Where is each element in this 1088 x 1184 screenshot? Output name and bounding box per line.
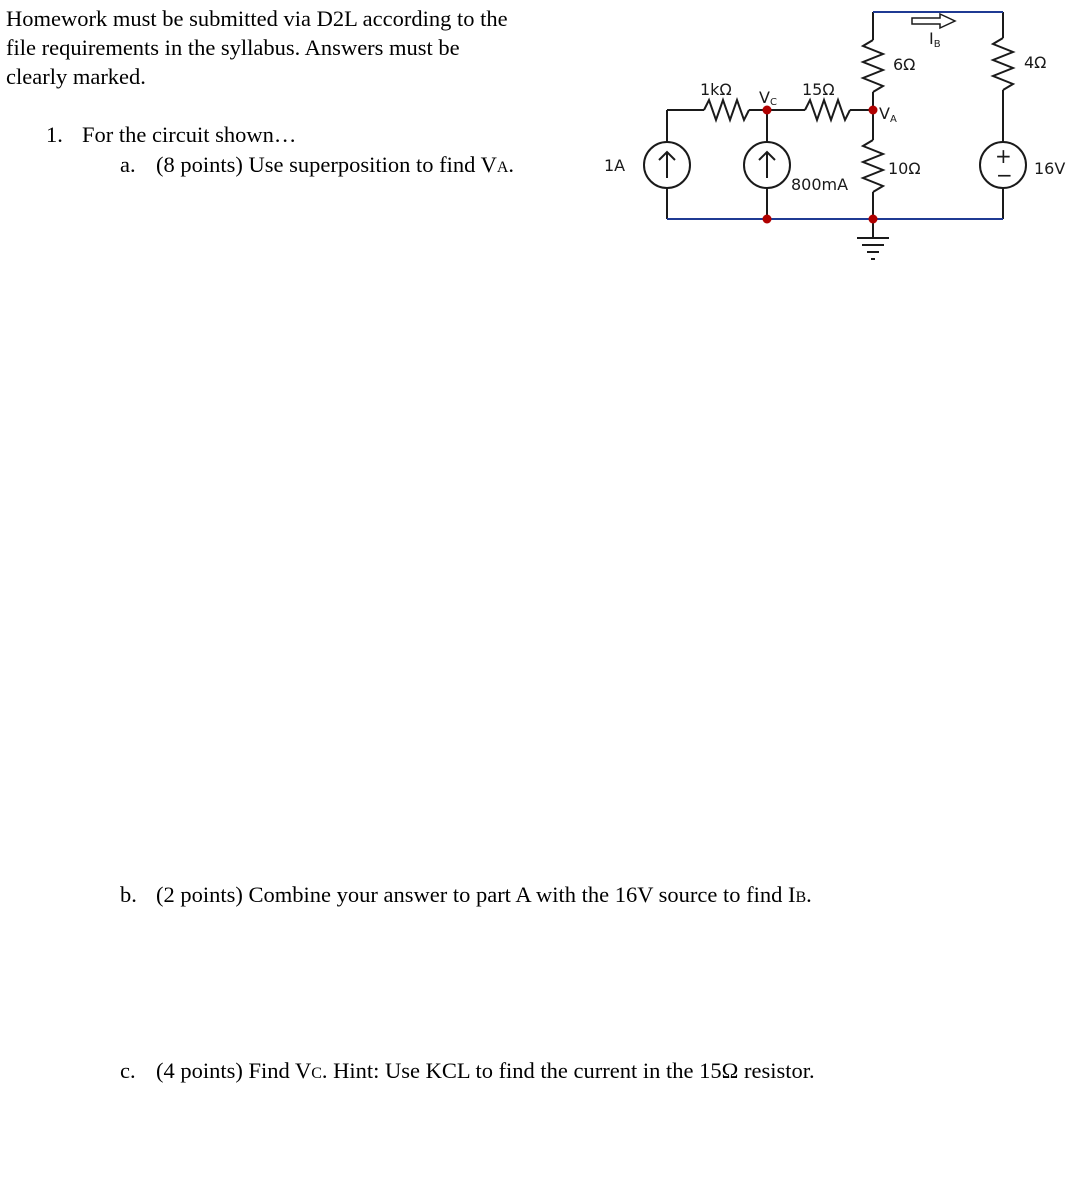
label-va-sub: A [889,114,897,125]
question-1-text: For the circuit shown… [82,122,297,147]
label-ib-sub: B [933,39,941,50]
label-10: 10Ω [888,159,921,178]
resistor-15 [805,100,850,120]
part-c-end: . Hint: Use KCL to find the current in the 15Ω resistor. [321,1058,815,1083]
intro-line-3: clearly marked. [6,64,146,89]
label-800mA: 800mA [791,175,849,194]
part-b [120,880,812,912]
part-a-text: (8 points) Use superposition to find V [156,152,497,177]
label-ib [929,29,941,50]
resistor-1k [704,100,749,120]
part-b-text: (2 points) Combine your answer to part A with the 16V source to find I [156,882,796,907]
node-bottom-dot [763,215,772,224]
intro-line-2: file requirements in the syllabus. Answers must be [6,35,460,60]
label-vc-main: V [759,88,770,107]
label-va [879,104,897,125]
resistor-4 [993,38,1013,90]
label-ib-main: I [929,29,934,48]
circuit-diagram [0,0,1088,300]
part-c-label: c. [120,1058,136,1083]
part-b-end: . [806,882,812,907]
label-va-main: V [879,104,890,123]
label-16V: 16V [1034,159,1066,178]
part-c-subscript: C [311,1065,322,1082]
label-4: 4Ω [1024,53,1047,72]
question-1-number: 1. [46,122,63,147]
resistor-10 [863,140,883,192]
node-va-dot [869,106,878,115]
part-b-label: b. [120,882,137,907]
label-vc-sub: C [769,97,777,108]
plus-sign: + [995,144,1012,168]
part-a-subscript: A [496,159,509,176]
part-a-label: a. [120,152,136,177]
minus-sign: − [996,163,1013,187]
current-arrow-icon [912,14,955,28]
part-b-subscript: B [795,889,807,906]
part-c-text: (4 points) Find V [156,1058,312,1083]
label-15: 15Ω [802,80,835,99]
part-a-end: . [508,152,515,177]
node-ground-dot [869,215,878,224]
label-vc [759,88,777,108]
intro-line-1: Homework must be submitted via D2L according to the [6,6,508,31]
part-c [120,1056,815,1088]
label-6: 6Ω [893,55,916,74]
label-1k: 1kΩ [700,80,732,99]
resistor-6 [863,40,883,92]
label-1A: 1A [604,156,626,175]
